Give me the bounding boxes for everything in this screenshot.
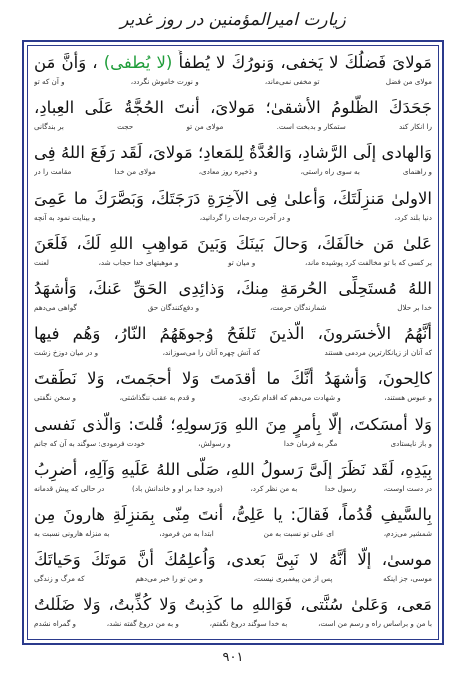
translation-phrase: در دست اوست،: [383, 483, 432, 493]
translation-phrase: به منزله هارونی نسبت به: [34, 529, 110, 539]
translation-phrase: و راهنمای: [402, 167, 432, 177]
arabic-text: عَلىٰ مَن خالَفَكَ، وَحالَ بَينَكَ وَبَينَ مَواهِبِ اللهِ لَكَ، فَلَعَنَ: [34, 233, 432, 253]
arabic-text: بِيَدِهِ، لَقَد نَظَرَ إلَىَّ رَسولُ اللهِ، صَلَّى اللهُ عَلَيهِ وَآلِهِ، أضرِبُ: [34, 459, 432, 479]
translation-phrase: مقامت را در: [34, 167, 72, 177]
translation-phrase: و باز نایستادی: [390, 438, 432, 448]
verse-block: [34, 321, 432, 364]
translation-phrase: و در میان دوزخ زشت: [34, 348, 99, 358]
translation-phrase: (درود خدا بر او و خاندانش باد): [132, 483, 223, 493]
translation-phrase: را انکار کند: [398, 122, 432, 132]
persian-translation-line: [34, 618, 432, 630]
arabic-text: الاولىٰ مَنزِلَتَكَ، وَأعلىٰ فِى الآخِرَةِ دَرَجَتَكَ، وَبَصَّرَكَ ما عَمِىَ: [34, 188, 432, 208]
arabic-text: وَالهادى إلَى الرَّشادِ، وَالعُدَّةُ لِلمَعادِ؛ مَولاىَ، لَقَد رَفَعَ اللهُ فِى: [34, 143, 432, 163]
arabic-text-line: [34, 366, 432, 392]
translation-phrase: و به من دروغ گفته نشد،: [106, 619, 179, 629]
persian-translation-line: [34, 347, 432, 359]
arabic-text: مَعى، وَعَلىٰ سُنَّتى، فَوَاللهِ ما كَذِبتُ وَلا كُذِّبتُ، وَلا ضَلَلتُ: [34, 595, 432, 615]
arabic-text-line: [34, 412, 432, 438]
translation-phrase: و شهادت می‌دهم که اقدام نکردی،: [238, 393, 341, 403]
translation-phrase: لعنت: [34, 257, 49, 267]
translation-phrase: شمارندگان حرمت،: [269, 303, 327, 313]
translation-phrase: و من تو را خبر می‌دهم: [135, 574, 203, 584]
translation-phrase: و آن که تو: [34, 77, 65, 86]
arabic-text: بِالسَّيفِ قُدُماً، فَقالَ: يا عَلِىُّ، أنتَ مِنّى بِمَنزِلَةِ هارونَ مِن: [34, 505, 432, 525]
arabic-text-line: [34, 321, 432, 347]
arabic-text: مَولایَ فَضلُكَ لا يَخفى، وَنورُكَ لا يُطفأُ: [178, 53, 432, 72]
translation-phrase: موسی، جز اینکه: [383, 574, 432, 584]
verse-block: [34, 276, 432, 319]
persian-translation-line: [34, 438, 432, 450]
verse-block: [34, 457, 432, 500]
arabic-text-line: [34, 592, 432, 618]
arabic-text-line: [34, 140, 432, 166]
translation-phrase: پس از من پیغمبری نیست،: [253, 574, 333, 584]
translation-phrase: رسول خدا: [324, 483, 356, 493]
alternate-reading: (لا يُطفى): [97, 53, 179, 72]
translation-phrase: ستمکار و بدبخت است.: [276, 122, 346, 132]
translation-phrase: بر بندگانی: [34, 122, 64, 132]
verse-block: [34, 502, 432, 545]
persian-translation-line: [34, 573, 432, 585]
translation-phrase: و نورت خاموش نگردد،: [130, 77, 199, 86]
verse-block: [34, 140, 432, 183]
verse-block: [34, 592, 432, 635]
persian-translation-line: [34, 76, 432, 88]
translation-phrase: حجت: [117, 122, 134, 132]
translation-phrase: که آنان از زیانکارترین مردمی هستند: [324, 348, 432, 358]
verse-block: [34, 186, 432, 229]
arabic-text-line: [34, 231, 432, 257]
page-title: زیارت امیرالمؤمنین در روز غدیر: [120, 10, 346, 30]
persian-translation-line: [34, 392, 432, 404]
arabic-text-line: [34, 547, 432, 573]
translation-phrase: ابتدا به من فرمود،: [159, 529, 214, 539]
arabic-text: اللهُ مُستَحِلِّى الحُرمَةِ مِنكَ، وَذائِدِى الحَقِّ عَنكَ، وَأشهَدُ: [34, 279, 432, 299]
persian-translation-line: [34, 302, 432, 314]
translation-phrase: مولای من تو: [186, 122, 224, 132]
translation-phrase: گواهی می‌دهم: [34, 303, 77, 313]
translation-phrase: و رسولش،: [198, 438, 231, 448]
arabic-text: وَلا أمسَكتَ، إلّا بِأمرٍ مِنَ اللهِ وَرَسولِهِ؛ قُلتَ: وَالَّذى نَفسى: [34, 414, 432, 434]
persian-translation-line: [34, 121, 432, 133]
verse-block: [34, 366, 432, 409]
translation-phrase: که مرگ و زندگی: [34, 574, 85, 584]
translation-phrase: و میان تو: [228, 257, 256, 267]
translation-phrase: ای علی تو نسبت به من: [263, 529, 334, 539]
arabic-text-line: [34, 276, 432, 302]
translation-phrase: خودت فرمودی: سوگند به آن که جانم: [34, 438, 145, 448]
page-number: ۹۰۱: [222, 650, 244, 665]
arabic-text-line: [34, 186, 432, 212]
persian-translation-line: [34, 166, 432, 178]
arabic-text: أنَّهُمُ الأخسَرونَ، الَّذينَ تَلفَحُ وُجوهَهُمُ النّارُ، وَهُم فيها: [34, 324, 432, 344]
translation-phrase: و در آخرت درجه‌ات را گردانید،: [199, 212, 291, 222]
translation-phrase: که آتش چهره آنان را می‌سوزاند،: [162, 348, 260, 358]
translation-phrase: تو مخفی نمی‌ماند،: [264, 77, 320, 86]
translation-phrase: مگر به فرمان خدا: [283, 438, 338, 448]
verse-block: [34, 412, 432, 455]
arabic-text-line: [34, 502, 432, 528]
persian-translation-line: [34, 212, 432, 224]
arabic-text: موسىٰ، إلّا أنَّهُ لا نَبِىَّ بَعدى، وَاُعلِمُكَ أنَّ مَوتَكَ وَحَياتَكَ: [34, 550, 432, 570]
translation-phrase: دنیا بلند کرد،: [394, 212, 432, 222]
translation-phrase: شمشیر می‌زدم،: [383, 529, 432, 539]
verse-block: [34, 231, 432, 274]
translation-phrase: و عبوس هستند،: [384, 393, 432, 403]
verse-list: [34, 50, 432, 635]
persian-translation-line: [34, 483, 432, 495]
persian-translation-line: [34, 257, 432, 269]
arabic-text-line: [34, 457, 432, 483]
persian-translation-line: [34, 528, 432, 540]
translation-phrase: با من و براساس راه و رسم من است،: [318, 619, 432, 629]
translation-phrase: و سخن نگفتی: [34, 393, 76, 403]
translation-phrase: خدا بر حلال: [397, 303, 432, 313]
arabic-text: ، وَأنَّ مَن: [34, 53, 98, 72]
verse-block: [34, 50, 432, 93]
translation-phrase: و گمراه نشدم: [34, 619, 77, 629]
translation-phrase: و موهبتهای خدا حجاب شد،: [98, 257, 179, 267]
translation-phrase: و بینایت نمود به آنچه: [34, 212, 96, 222]
translation-phrase: به من نظر کرد،: [250, 483, 298, 493]
arabic-text-line: [34, 50, 432, 76]
translation-phrase: و قدم به عقب ننگذاشتی،: [119, 393, 196, 403]
verse-block: [34, 547, 432, 590]
translation-phrase: بر کسی که با تو مخالفت کرد پوشیده ماند،: [305, 257, 432, 267]
translation-phrase: و دفع‌کنندگان حق: [147, 303, 200, 313]
arabic-text: كالِحونَ، وَأشهَدُ أنَّكَ ما أقدَمتَ وَلا أحجَمتَ، وَلا نَطَقتَ: [34, 369, 432, 389]
translation-phrase: به خدا سوگند دروغ نگفتم،: [209, 619, 288, 629]
verse-block: [34, 95, 432, 138]
arabic-text: جَحَدَكَ الظَّلومُ الأشقىٰ؛ مَولاىَ، أنتَ الحُجَّةُ عَلَى العِبادِ،: [34, 98, 432, 118]
translation-phrase: در حالی که پیش قدمانه: [34, 483, 105, 493]
translation-phrase: مولای من خدا: [114, 167, 156, 177]
translation-phrase: مولای من فضل: [385, 77, 432, 86]
translation-phrase: و ذخیره روز معادی،: [198, 167, 258, 177]
translation-phrase: به سوی راه راستی،: [300, 167, 360, 177]
arabic-text-line: [34, 95, 432, 121]
